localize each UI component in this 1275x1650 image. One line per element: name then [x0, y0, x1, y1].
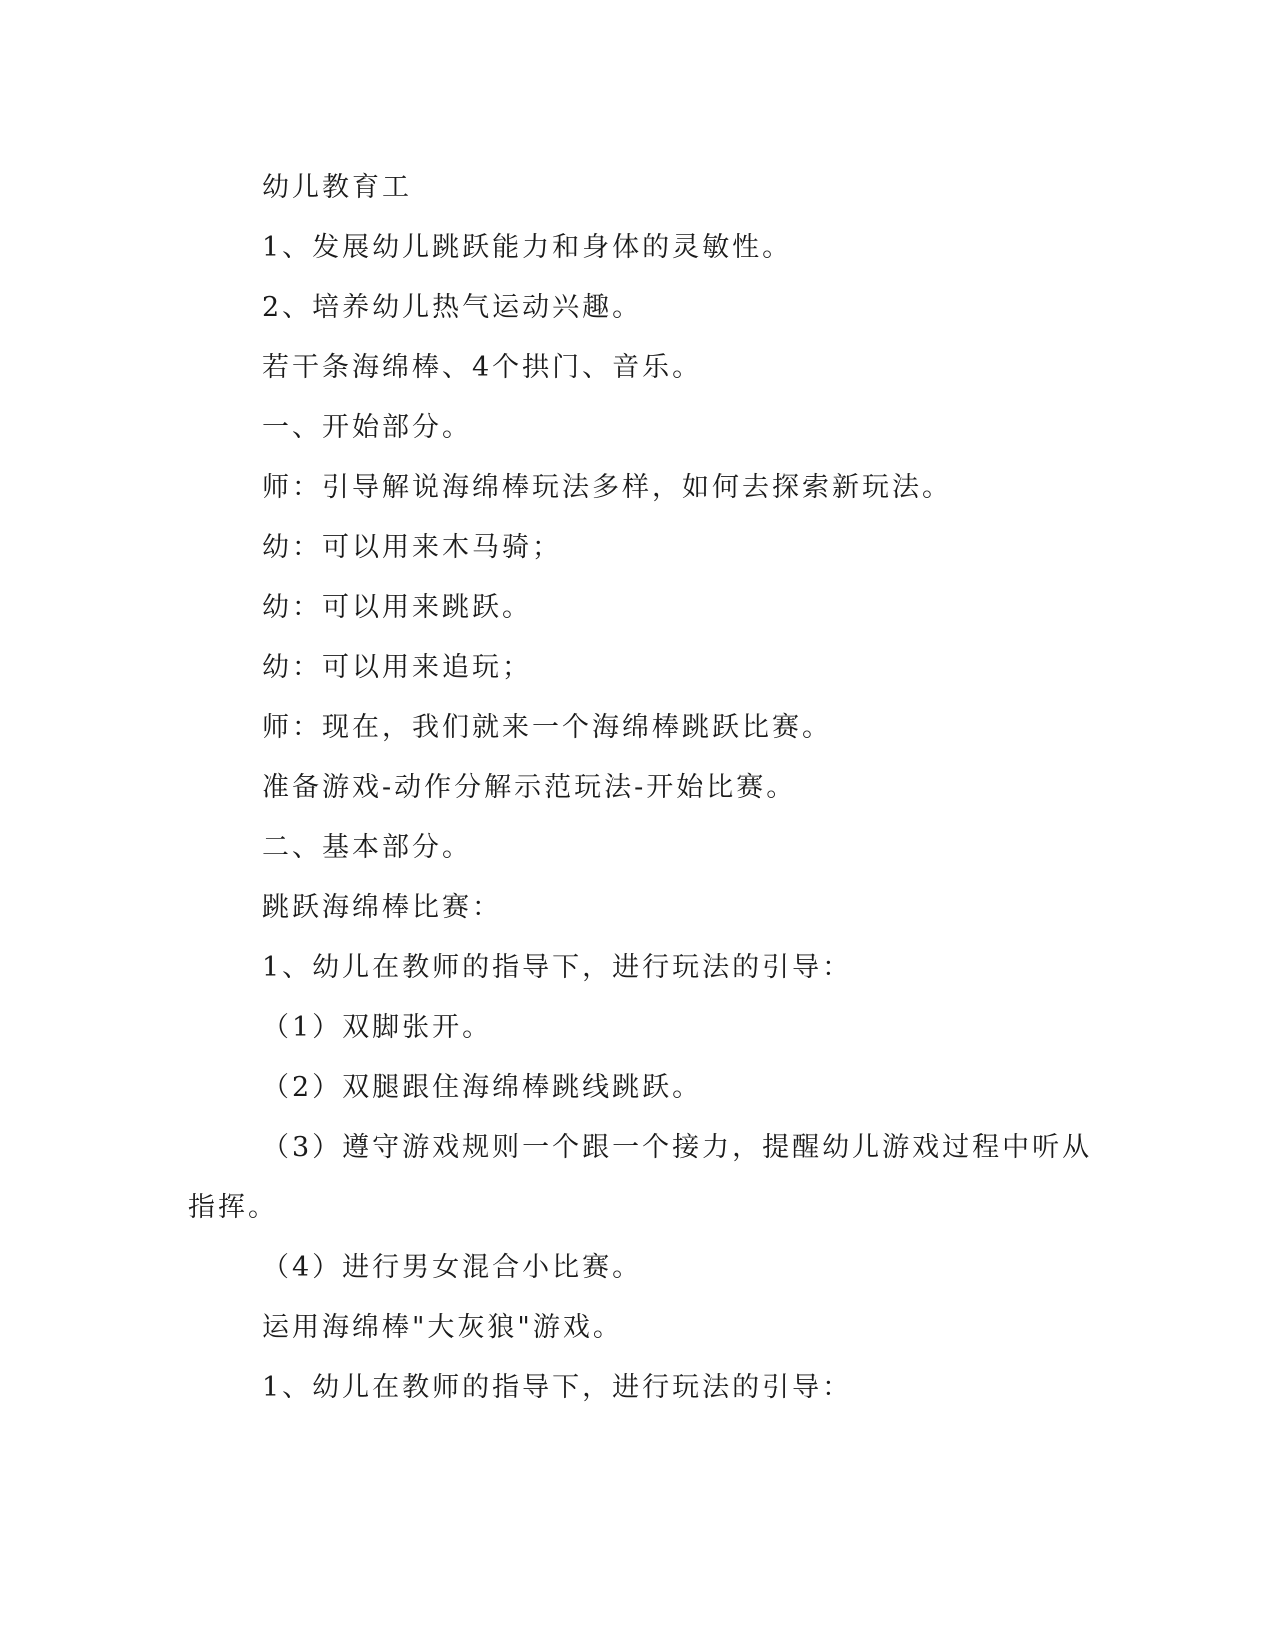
- paragraph-line: 师：引导解说海绵棒玩法多样，如何去探索新玩法。: [262, 472, 952, 503]
- materials-line: 若干条海绵棒、4个拱门、音乐。: [262, 352, 703, 383]
- list-item: （3）遵守游戏规则一个跟一个接力，提醒幼儿游戏过程中听从: [262, 1132, 1093, 1163]
- paragraph-line: 幼：可以用来木马骑；: [262, 532, 562, 563]
- paragraph-line: 幼：可以用来追玩；: [262, 652, 532, 683]
- list-item: （4）进行男女混合小比赛。: [262, 1252, 643, 1283]
- paragraph-line: 1、幼儿在教师的指导下，进行玩法的引导：: [262, 1372, 853, 1403]
- section-heading-start: 一、开始部分。: [262, 412, 472, 443]
- paragraph-line: 师：现在，我们就来一个海绵棒跳跃比赛。: [262, 712, 832, 743]
- paragraph-line: 1、幼儿在教师的指导下，进行玩法的引导：: [262, 952, 853, 983]
- doc-title: 幼儿教育工: [262, 172, 412, 203]
- list-item: （1）双脚张开。: [262, 1012, 493, 1043]
- subheading-jump-race: 跳跃海绵棒比赛：: [262, 892, 502, 923]
- goal-line-1: 1、发展幼儿跳跃能力和身体的灵敏性。: [262, 232, 793, 263]
- paragraph-line: 幼：可以用来跳跃。: [262, 592, 532, 623]
- goal-line-2: 2、培养幼儿热气运动兴趣。: [262, 292, 643, 323]
- list-item: （2）双腿跟住海绵棒跳线跳跃。: [262, 1072, 703, 1103]
- section-heading-basic: 二、基本部分。: [262, 832, 472, 863]
- paragraph-line: 准备游戏-动作分解示范玩法-开始比赛。: [262, 772, 797, 803]
- subheading-wolf-game: 运用海绵棒"大灰狼"游戏。: [262, 1312, 623, 1343]
- list-item-continuation: 指挥。: [188, 1192, 278, 1223]
